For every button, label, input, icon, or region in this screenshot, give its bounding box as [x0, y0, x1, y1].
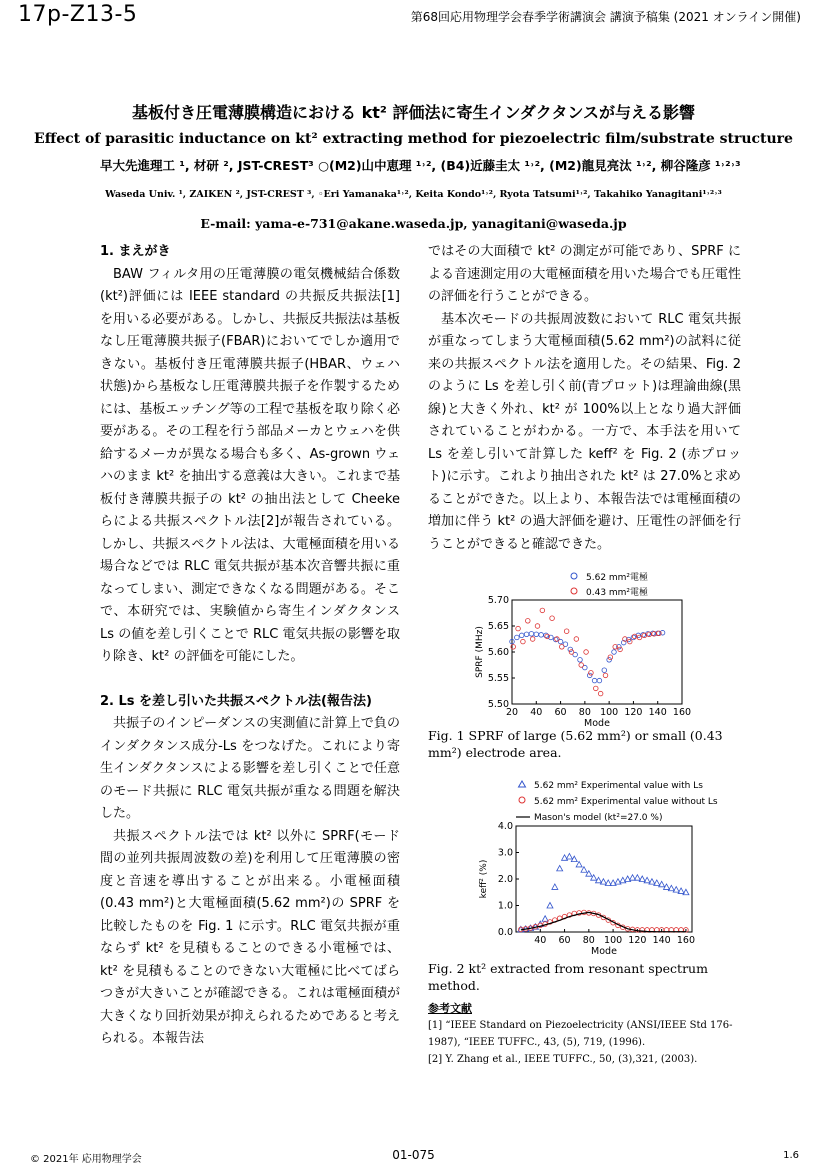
data-point: [515, 635, 520, 640]
data-point: [564, 629, 569, 634]
data-point: [602, 668, 607, 673]
y-tick-label: 2.0: [497, 874, 513, 885]
data-point: [659, 881, 665, 887]
email: E-mail: yama-e-731@akane.waseda.jp, yanagitani@waseda.jp: [200, 216, 627, 231]
data-point: [539, 633, 544, 638]
y-tick-label: 0.0: [497, 927, 513, 938]
data-point: [678, 888, 684, 894]
data-point: [654, 880, 660, 886]
x-tick-label: 120: [624, 707, 643, 718]
section-1-paragraph: BAW フィルタ用の圧電薄膜の電気機械結合係数(kt²)評価には IEEE standard の共振反共振法[1]を用いる必要がある。しかし、共振反共振法は基板なし圧電薄膜共振子(FBAR)においてでしか適用できない。基板付き圧電薄膜共振子(HBAR、ウェハ状態)から基板なし圧電薄膜共振子を作製するためには、基板エッチング等の工程で基板を取り除く必要がある。その工程を行う部品メーカとウェハを供給するメーカが異なる場合も多く、As-grown ウェハのまま kt² を抽出する意義は大きい。これまで基板付き薄膜共振子の kt² の抽出法として Cheeke らによる共振スペクトル法[2]が報告されている。しかし、共振スペクトル法は、大電極面積を用いる場合などでは RLC 電気共振が基本次音響共振に重なってしまい、測定できなくなる問題がある。そこで、本研究では、実験値から寄生インダクタンス Ls の値を差し引くことで RLC 電気共振の影響を取り除き、kt² の評価を可能にした。: [100, 266, 400, 664]
references: [428, 1000, 758, 1068]
footer-page-id: 01-075: [392, 1148, 435, 1162]
data-point: [598, 691, 603, 696]
section-2-paragraph-2: 共振スペクトル法では kt² 以外に SPRF(モード間の並列共振周波数の差)を利用して圧電薄膜の密度と音速を導出することが出来る。小電極面積(0.43 mm²)と大電極面積(5.62 mm²)の SPRF を比較したものを Fig. 1 に示す。RLC 電気共振が重ならず kt² を見積もることのできる小電極では、kt² を見積もることのできない大電極に比べてばらつきが大きいことが確認できる。これは電極面積が大きくなり回折効果が抑えられるためであると考えられる。本報告法: [100, 828, 400, 1046]
data-point: [552, 884, 558, 890]
data-point: [540, 608, 545, 613]
data-point: [592, 678, 597, 683]
conference-name: 第68回応用物理学会春季学術講演会 講演予稿集 (2021 オンライン開催): [410, 10, 801, 24]
figure-1-chart: [460, 568, 700, 738]
data-point: [550, 616, 555, 621]
y-tick-label: 3.0: [497, 847, 513, 859]
reference-2: [2] Y. Zhang et al., IEEE TUFFC., 50, (3),321, (2003).: [428, 1054, 698, 1065]
figure-1-caption: Fig. 1 SPRF of large (5.62 mm²) or small (0.43 mm²) electrode area.: [428, 728, 723, 760]
data-point: [530, 637, 535, 642]
data-point: [639, 876, 645, 882]
affiliations-english: Waseda Univ. ¹, ZAIKEN ², JST-CREST ³, ◦Eri Yamanaka¹˒², Keita Kondo¹˒², Ryota Tatsumi¹˒², Takahiko Yanagitani¹˒²˒³: [105, 189, 722, 200]
x-tick-label: 40: [530, 707, 543, 718]
y-tick-label: 1.0: [497, 900, 513, 912]
x-tick-label: 20: [505, 707, 519, 718]
references-heading: 参考文献: [428, 1002, 472, 1015]
x-tick-label: 40: [534, 935, 547, 946]
x-tick-label: 140: [652, 935, 671, 946]
data-point: [683, 889, 689, 895]
title-english: Effect of parasitic inductance on kt² extracting method for piezoelectric film/substrate structure: [34, 131, 793, 147]
data-point: [593, 686, 598, 691]
x-tick-label: 80: [578, 707, 591, 718]
data-point: [603, 673, 608, 678]
section-1-heading: 1. まえがき: [100, 244, 171, 259]
x-tick-label: 160: [676, 935, 696, 946]
data-point: [600, 879, 606, 885]
data-point: [566, 853, 572, 859]
figure-2-chart: [470, 772, 730, 962]
data-point: [547, 903, 553, 909]
legend-swatch: [571, 588, 577, 594]
data-point: [534, 632, 539, 637]
section-2-paragraph-1: 共振子のインピーダンスの実測値に計算上で負のインダクタンス成分-Ls をつなげた。これにより寄生インダクタンスによる影響を差し引くことで任意のモード共振に RLC 電気共振が重なる問題を解決した。: [100, 716, 400, 821]
x-tick-label: 60: [558, 935, 571, 946]
data-point: [581, 867, 587, 873]
y-tick-label: 5.55: [487, 673, 509, 684]
data-point: [612, 650, 617, 655]
legend-label: 5.62 mm²電極: [586, 573, 649, 583]
legend-swatch: [519, 781, 526, 787]
left-column: [100, 241, 400, 1051]
legend-label: 0.43 mm²電極: [586, 588, 649, 598]
data-point: [610, 880, 616, 886]
reference-1: [1] “IEEE Standard on Piezoelectricity (ANSI/IEEE Std 176-1987), “IEEE TUFFC., 43, (5), 719, (1996).: [428, 1020, 733, 1048]
data-point: [578, 658, 583, 663]
legend-label: Mason's model (kt²=27.0 %): [534, 813, 663, 823]
legend-swatch: [519, 797, 525, 803]
x-tick-label: 140: [648, 707, 667, 718]
session-code: 17p-Z13-5: [18, 2, 138, 27]
figure-2-caption: Fig. 2 kt² extracted from resonant spectrum method.: [428, 961, 708, 993]
footer-copyright: © 2021年 応用物理学会: [30, 1154, 142, 1165]
data-point: [525, 619, 530, 624]
data-point: [625, 876, 631, 882]
footer-version: 1.6: [783, 1150, 799, 1161]
data-point: [574, 637, 579, 642]
data-point: [649, 879, 655, 885]
y-axis-label: SPRF (MHz): [475, 626, 485, 678]
y-tick-label: 5.60: [487, 647, 509, 658]
right-column-text: [428, 241, 741, 556]
data-point: [519, 633, 524, 638]
data-point: [576, 861, 582, 867]
legend-swatch: [571, 573, 577, 579]
x-tick-label: 120: [628, 935, 647, 946]
y-axis-label: keff² (%): [479, 859, 489, 899]
data-point: [644, 877, 650, 883]
data-point: [562, 855, 568, 861]
data-point: [615, 879, 621, 885]
x-axis-label: Mode: [591, 946, 617, 957]
x-axis-label: Mode: [584, 718, 610, 729]
data-point: [557, 865, 563, 871]
section-2-heading: 2. Ls を差し引いた共振スペクトル法(報告法): [100, 693, 372, 709]
data-point: [524, 632, 529, 637]
y-tick-label: 5.70: [487, 595, 509, 606]
data-point: [668, 885, 674, 891]
data-point: [673, 887, 679, 893]
x-tick-label: 60: [554, 707, 567, 718]
y-tick-label: 5.65: [487, 621, 509, 632]
title-japanese: 基板付き圧電薄膜構造における kt² 評価法に寄生インダクタンスが与える影響: [132, 103, 695, 122]
right-paragraph-2: 基本次モードの共振周波数において RLC 電気共振が重なってしまう大電極面積(5.62 mm²)の試料に従来の共振スペクトル法を適用した。その結果、Fig. 2 のように Ls を差し引く前(青プロット)は理論曲線(黒線)と大きく外れ、kt² が 100%以上となり過大評価されていることがわかる。一方で、本手法を用いて Ls を差し引いて計算した keff² を Fig. 2 (赤プロット)に示す。これより抽出された kt² は 27.0%と求めることができた。以上より、本報告法では電極面積の増加に伴う kt² の過大評価を避け、圧電性の評価を行うことができると確認できた。: [428, 311, 741, 552]
x-tick-label: 160: [672, 707, 692, 718]
data-point: [535, 624, 540, 629]
y-tick-label: 4.0: [497, 821, 513, 832]
data-point: [620, 877, 626, 883]
data-point: [559, 645, 564, 650]
data-point: [597, 678, 602, 683]
x-tick-label: 80: [582, 935, 595, 946]
right-paragraph-1: ではその大面積で kt² の測定が可能であり、SPRF による音速測定用の大電極面積を用いた場合でも圧電性の評価を行うことができる。: [428, 244, 741, 304]
data-point: [516, 626, 521, 631]
authors-japanese: 早大先進理工 ¹, 材研 ², JST-CREST³ ○(M2)山中恵理 ¹˒², (B4)近藤圭太 ¹˒², (M2)龍見亮汰 ¹˒², 柳谷隆彦 ¹˒²˒³: [100, 158, 741, 173]
x-tick-label: 100: [604, 935, 623, 946]
legend-label: 5.62 mm² Experimental value with Ls: [534, 781, 703, 791]
legend-label: 5.62 mm² Experimental value without Ls: [534, 797, 718, 807]
y-tick-label: 5.50: [487, 699, 509, 710]
plot-frame: [512, 600, 682, 704]
data-point: [521, 639, 526, 644]
x-tick-label: 100: [600, 707, 619, 718]
data-point: [584, 650, 589, 655]
data-point: [542, 916, 548, 922]
data-point: [579, 663, 584, 668]
data-point: [634, 875, 640, 881]
data-point: [529, 632, 534, 637]
